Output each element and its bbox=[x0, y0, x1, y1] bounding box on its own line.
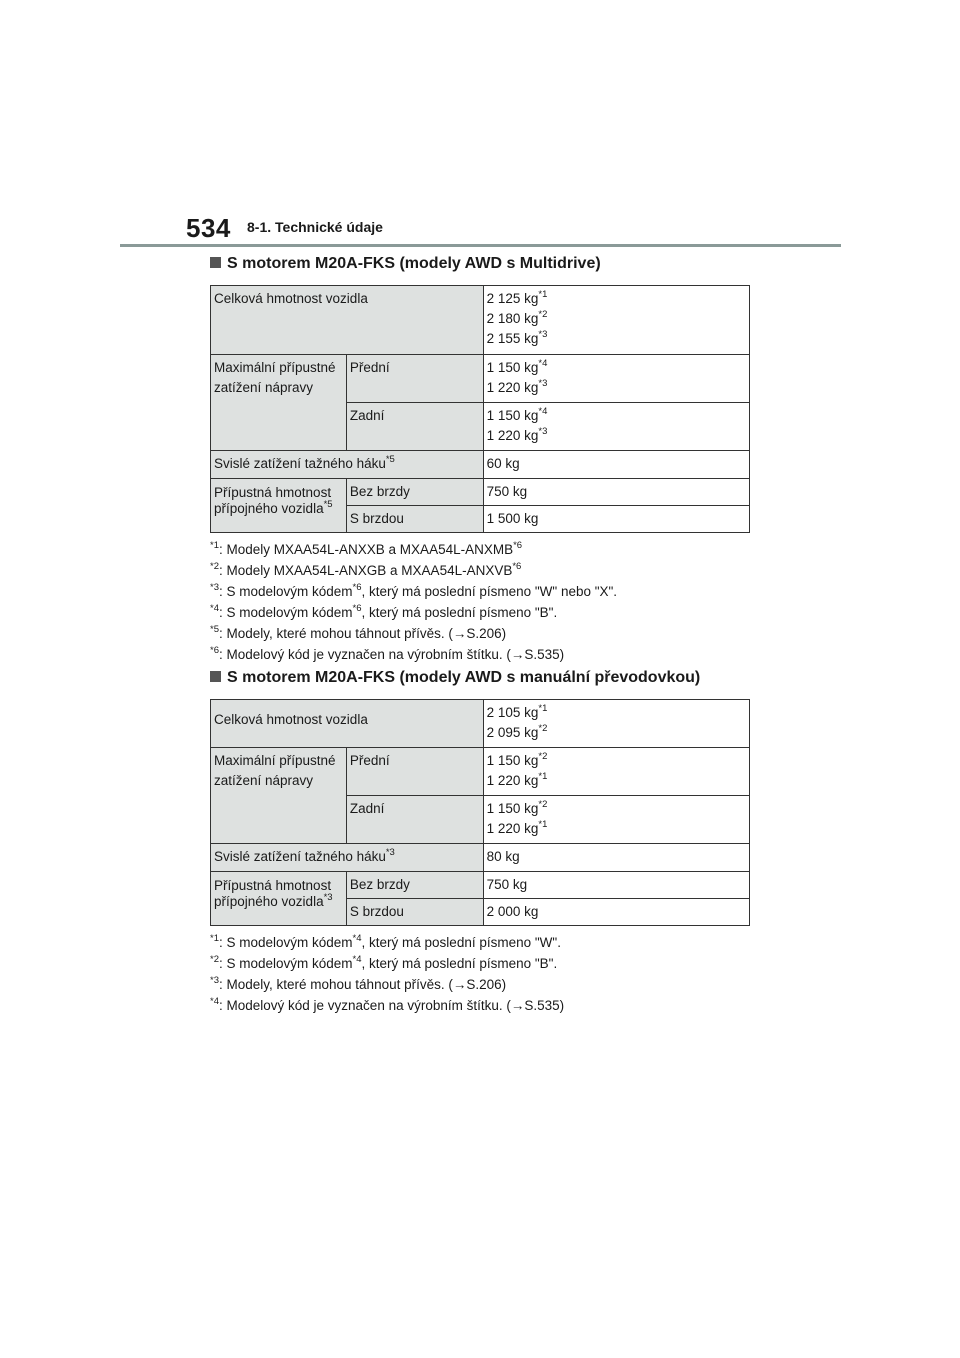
front-axle-label: Přední bbox=[346, 748, 483, 796]
spec-table bbox=[210, 285, 750, 533]
braked-value: 1 500 kg bbox=[483, 506, 749, 533]
square-bullet-icon bbox=[210, 257, 221, 268]
rear-axle-label: Zadní bbox=[346, 796, 483, 844]
hitch-load-value: 80 kg bbox=[483, 844, 749, 872]
unbraked-label: Bez brzdy bbox=[346, 872, 483, 899]
front-axle-values: 1 150 $kg^{*4}$ 1 220 $kg^{*3}$ bbox=[483, 355, 749, 403]
footnote: $^{*1}$: S modelovým kódem$^{*4}$, který má poslední písmeno "W". bbox=[210, 933, 561, 950]
braked-label: S brzdou bbox=[346, 899, 483, 926]
gross-weight-label: Celková hmotnost vozidla bbox=[211, 700, 484, 748]
section-title bbox=[210, 669, 700, 687]
footnote: $^{*1}$: Modely MXAA54L-ANXXB a MXAA54L-ANXMB$^{*6}$ bbox=[210, 540, 523, 557]
trailer-weight-label: Přípustná hmotnost přípojného vozidla$^{*3}$ bbox=[211, 872, 347, 926]
footnote: $^{*2}$: S modelovým kódem$^{*4}$, který má poslední písmeno "B". bbox=[210, 954, 558, 971]
gross-weight-values: 2 105 $kg^{*1}$ 2 095 $kg^{*2}$ bbox=[483, 700, 749, 748]
hitch-load-label: Svislé zatížení tažného háku$^{*5}$ bbox=[211, 451, 484, 479]
page-number: 534 bbox=[186, 213, 231, 243]
header-divider bbox=[120, 244, 841, 247]
gross-weight-label: Celková hmotnost vozidla bbox=[211, 286, 484, 355]
square-bullet-icon bbox=[210, 671, 221, 682]
axle-load-label: Maximální přípustné zatížení nápravy bbox=[211, 748, 347, 844]
footnote: $^{*3}$: Modely, které mohou táhnout přívěs. (→S.206) bbox=[210, 975, 507, 992]
footnote: $^{*3}$: S modelovým kódem$^{*6}$, který má poslední písmeno "W" nebo "X". bbox=[210, 582, 618, 599]
rear-axle-values: 1 150 $kg^{*2}$ 1 220 $kg^{*1}$ bbox=[483, 796, 749, 844]
gross-weight-values: 2 125 $kg^{*1}$ 2 180 $kg^{*2}$ 2 155 $kg^{*3}$ bbox=[483, 286, 749, 355]
rear-axle-values: 1 150 $kg^{*4}$ 1 220 $kg^{*3}$ bbox=[483, 403, 749, 451]
front-axle-label: Přední bbox=[346, 355, 483, 403]
chapter-title: 8-1. Technické údaje bbox=[247, 219, 383, 235]
front-axle-values: 1 150 $kg^{*2}$ 1 220 $kg^{*1}$ bbox=[483, 748, 749, 796]
braked-label: S brzdou bbox=[346, 506, 483, 533]
section-title bbox=[210, 255, 601, 273]
spec-table bbox=[210, 699, 750, 926]
trailer-weight-label: Přípustná hmotnost přípojného vozidla$^{*5}$ bbox=[211, 479, 347, 533]
footnote: $^{*6}$: Modelový kód je vyznačen na výrobním štítku. (→S.535) bbox=[210, 645, 565, 662]
axle-load-label: Maximální přípustné zatížení nápravy bbox=[211, 355, 347, 451]
footnote: $^{*4}$: S modelovým kódem$^{*6}$, který má poslední písmeno "B". bbox=[210, 603, 558, 620]
unbraked-value: 750 kg bbox=[483, 479, 749, 506]
footnote: $^{*4}$: Modelový kód je vyznačen na výrobním štítku. (→S.535) bbox=[210, 996, 565, 1013]
unbraked-value: 750 kg bbox=[483, 872, 749, 899]
hitch-load-value: 60 kg bbox=[483, 451, 749, 479]
footnotes bbox=[210, 932, 564, 1016]
unbraked-label: Bez brzdy bbox=[346, 479, 483, 506]
section-title-text: S motorem M20A-FKS (modely AWD s Multidrive) bbox=[227, 255, 601, 272]
hitch-load-label: Svislé zatížení tažného háku$^{*3}$ bbox=[211, 844, 484, 872]
rear-axle-label: Zadní bbox=[346, 403, 483, 451]
braked-value: 2 000 kg bbox=[483, 899, 749, 926]
footnotes bbox=[210, 539, 617, 665]
footnote: $^{*5}$: Modely, které mohou táhnout přívěs. (→S.206) bbox=[210, 624, 507, 641]
section-title-text: S motorem M20A-FKS (modely AWD s manuální převodovkou) bbox=[227, 669, 701, 686]
footnote: $^{*2}$: Modely MXAA54L-ANXGB a MXAA54L-ANXVB$^{*6}$ bbox=[210, 561, 522, 578]
